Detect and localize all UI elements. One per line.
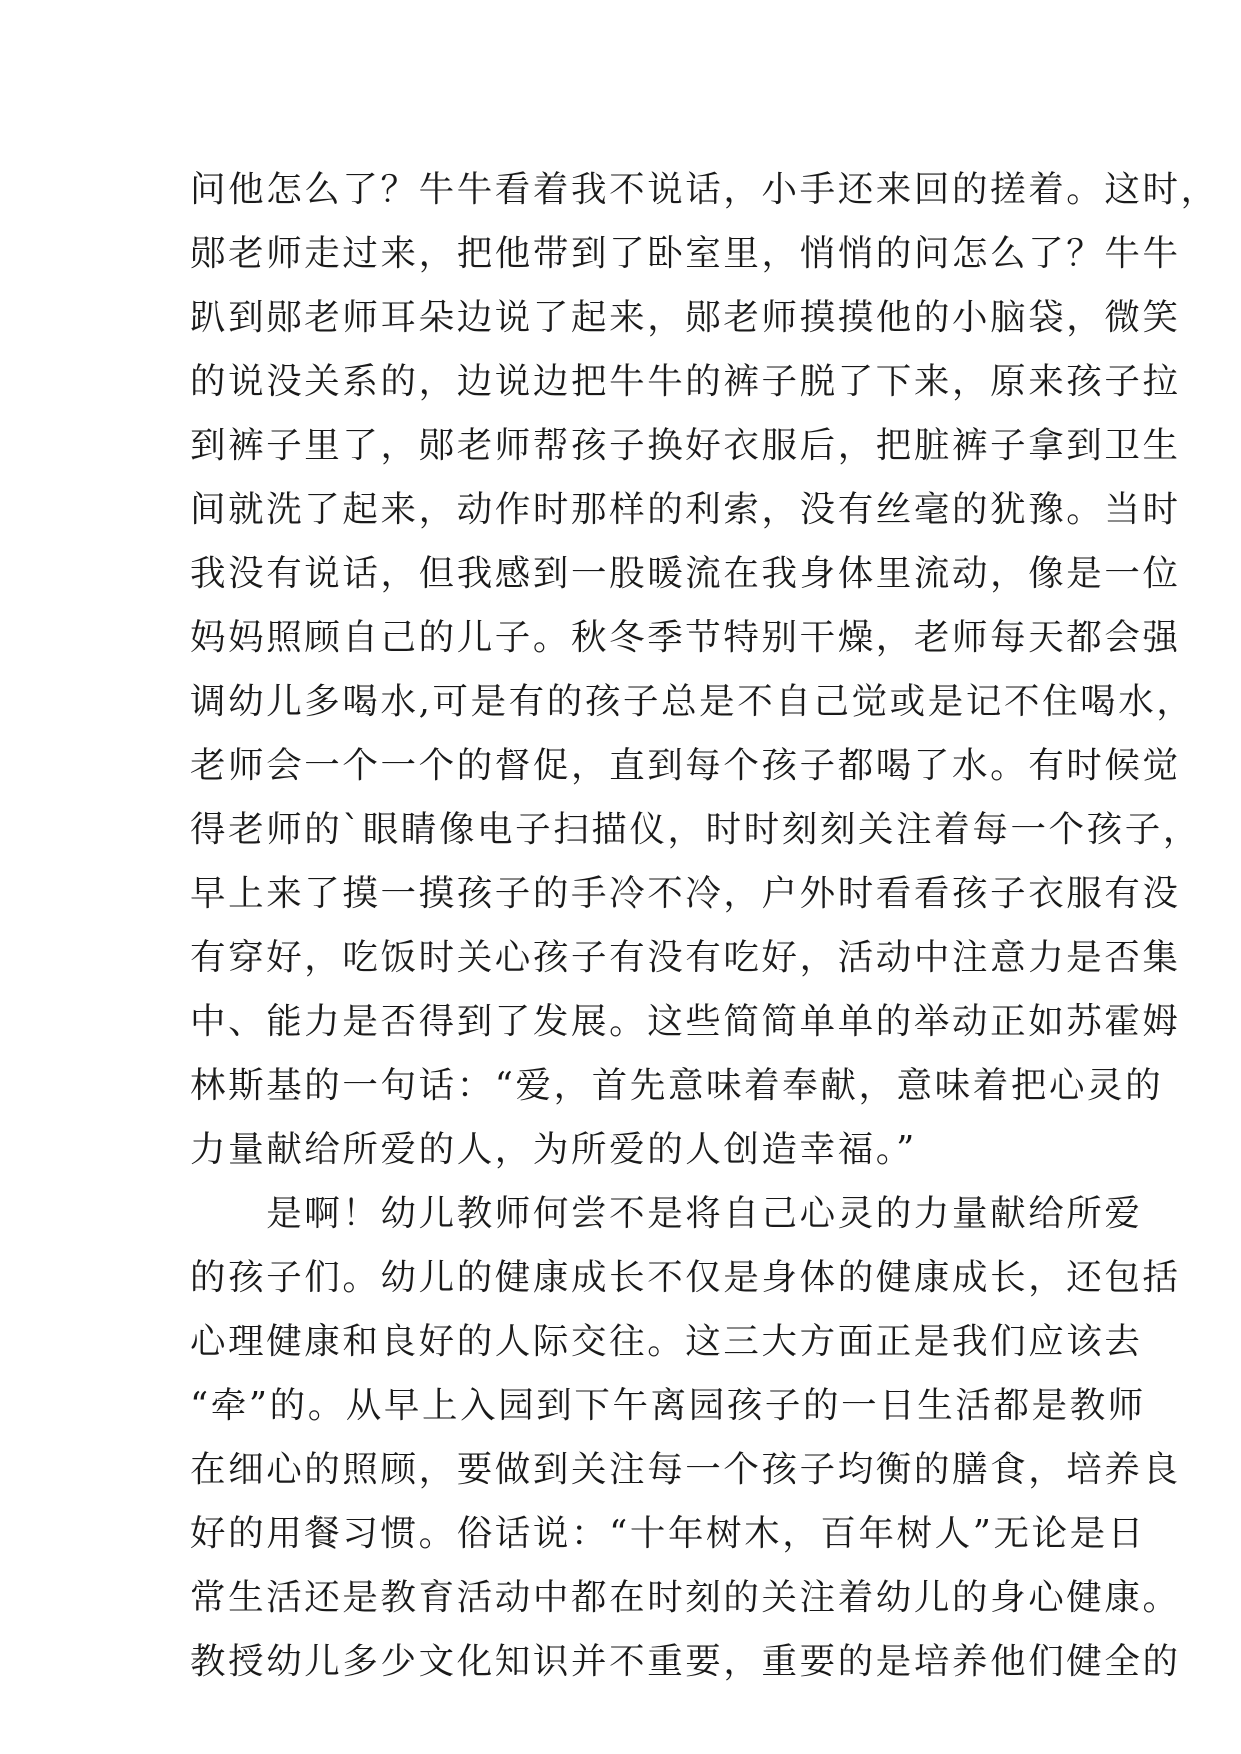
text-line: 常生活还是教育活动中都在时刻的关注着幼儿的身心健康。 [190,1577,1181,1618]
text-line: 问他怎么了？牛牛看着我不说话，小手还来回的搓着。这时， [190,169,1219,210]
text-line: 我没有说话，但我感到一股暖流在我身体里流动，像是一位 [190,553,1181,594]
paragraph-start-line: 是啊！幼儿教师何尝不是将自己心灵的力量献给所爱 [190,1193,1143,1234]
text-line: 的孩子们。幼儿的健康成长不仅是身体的健康成长，还包括 [190,1257,1181,1298]
body-text [190,158,1219,1694]
text-line: 在细心的照顾，要做到关注每一个孩子均衡的膳食，培养良 [190,1449,1181,1490]
text-line: 老师会一个一个的督促，直到每个孩子都喝了水。有时候觉 [190,745,1181,786]
text-line: 教授幼儿多少文化知识并不重要，重要的是培养他们健全的 [190,1641,1181,1682]
text-line: 郧老师走过来，把他带到了卧室里，悄悄的问怎么了？牛牛 [190,233,1181,274]
text-line: 有穿好，吃饭时关心孩子有没有吃好，活动中注意力是否集 [190,937,1181,978]
text-line: 妈妈照顾自己的儿子。秋冬季节特别干燥，老师每天都会强 [190,617,1181,658]
text-line: 心理健康和良好的人际交往。这三大方面正是我们应该去 [190,1321,1143,1362]
text-line: 的说没关系的，边说边把牛牛的裤子脱了下来，原来孩子拉 [190,361,1181,402]
text-line: 得老师的`眼睛像电子扫描仪，时时刻刻关注着每一个孩子， [190,809,1201,850]
text-line: 好的用餐习惯。俗话说：“十年树木，百年树人”无论是日 [190,1513,1146,1554]
text-line: “牵”的。从早上入园到下午离园孩子的一日生活都是教师 [190,1385,1146,1426]
text-line: 早上来了摸一摸孩子的手冷不冷，户外时看看孩子衣服有没 [190,873,1181,914]
text-line: 林斯基的一句话：“爱，首先意味着奉献，意味着把心灵的 [190,1065,1164,1106]
text-line: 到裤子里了，郧老师帮孩子换好衣服后，把脏裤子拿到卫生 [190,425,1181,466]
text-line: 力量献给所爱的人，为所爱的人创造幸福。” [190,1129,917,1170]
text-line: 中、能力是否得到了发展。这些简简单单的举动正如苏霍姆 [190,1001,1181,1042]
text-line: 趴到郧老师耳朵边说了起来，郧老师摸摸他的小脑袋，微笑 [190,297,1181,338]
text-line: 间就洗了起来，动作时那样的利索，没有丝毫的犹豫。当时 [190,489,1181,530]
text-line: 调幼儿多喝水,可是有的孩子总是不自己觉或是记不住喝水， [190,681,1195,722]
